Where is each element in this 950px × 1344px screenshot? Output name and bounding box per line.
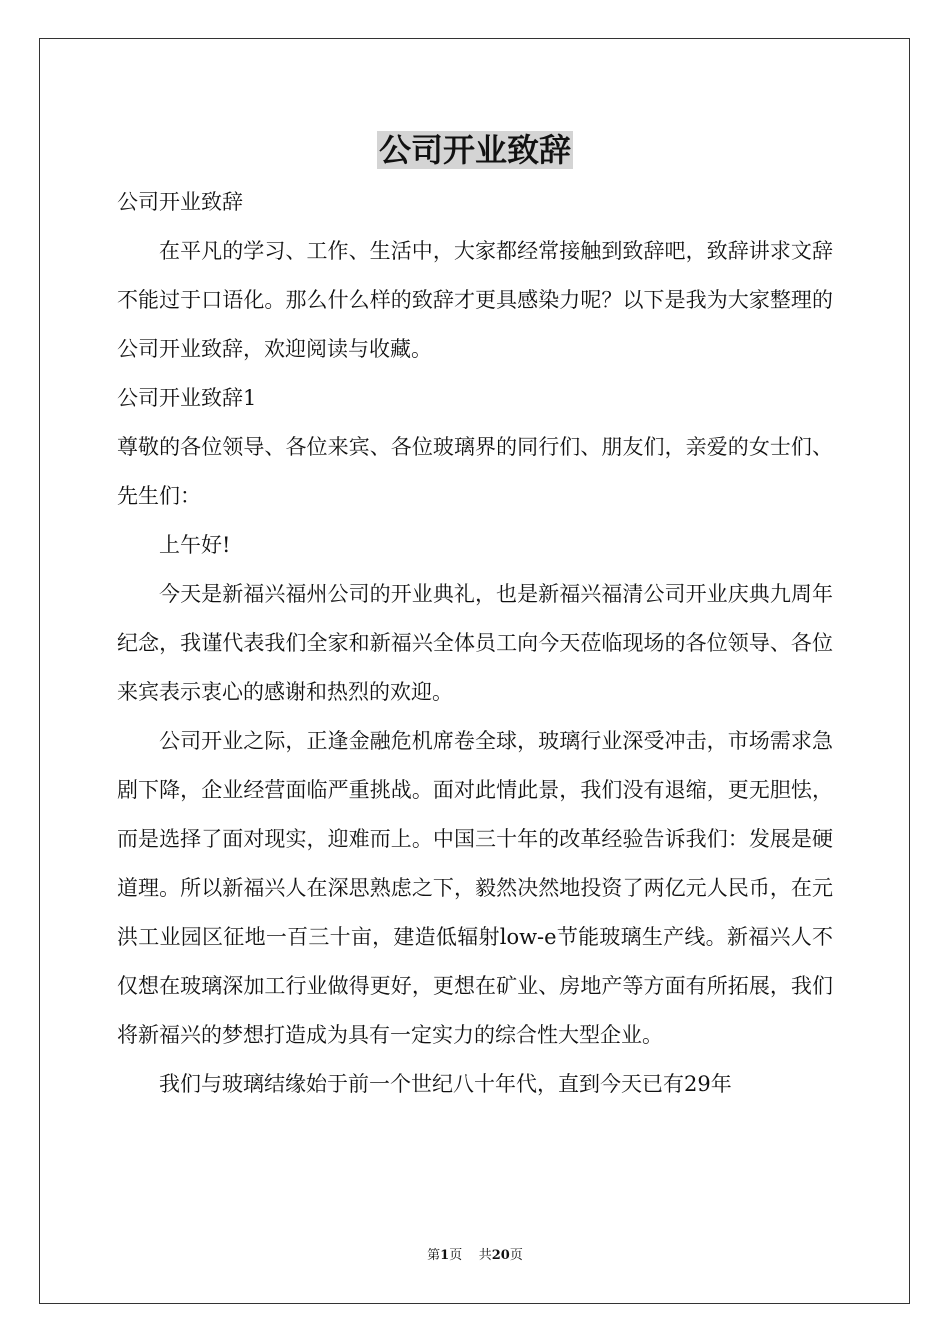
document-title-text: 公司开业致辞 [378,131,571,169]
page-footer [0,1247,950,1265]
paragraph: 公司开业致辞1 [117,386,257,410]
footer-prefix: 第 [427,1248,441,1263]
footer-page-number: 1 [440,1248,450,1263]
footer-suffix: 页 [509,1248,523,1263]
paragraph: 在平凡的学习、工作、生活中，大家都经常接触到致辞吧，致辞讲求文辞不能过于口语化。那么什么样的致辞才更具感染力呢？以下是我为大家整理的公司开业致辞，欢迎阅读与收藏。 [117,239,833,361]
document-body [117,178,833,1109]
footer-mid: 页 共 [449,1248,492,1263]
paragraph: 公司开业致辞 [117,190,243,214]
paragraph: 公司开业之际，正逢金融危机席卷全球，玻璃行业深受冲击，市场需求急剧下降，企业经营面临严重挑战。面对此情此景，我们没有退缩，更无胆怯，而是选择了面对现实，迎难而上。中国三十年的改革经验告诉我们：发展是硬道理。所以新福兴人在深思熟虑之下，毅然决然地投资了两亿元人民币，在元洪工业园区征地一百三十亩，建造低辐射low-e节能玻璃生产线。新福兴人不仅想在玻璃深加工行业做得更好，更想在矿业、房地产等方面有所拓展，我们将新福兴的梦想打造成为具有一定实力的综合性大型企业。 [117,729,833,1047]
document-title [0,128,950,172]
paragraph: 上午好! [159,533,231,557]
paragraph: 我们与玻璃结缘始于前一个世纪八十年代，直到今天已有29年 [159,1072,732,1096]
footer-total-pages: 20 [491,1248,510,1263]
paragraph: 今天是新福兴福州公司的开业典礼，也是新福兴福清公司开业庆典九周年纪念，我谨代表我们全家和新福兴全体员工向今天莅临现场的各位领导、各位来宾表示衷心的感谢和热烈的欢迎。 [117,582,833,704]
paragraph: 尊敬的各位领导、各位来宾、各位玻璃界的同行们、朋友们，亲爱的女士们、先生们： [117,435,833,508]
